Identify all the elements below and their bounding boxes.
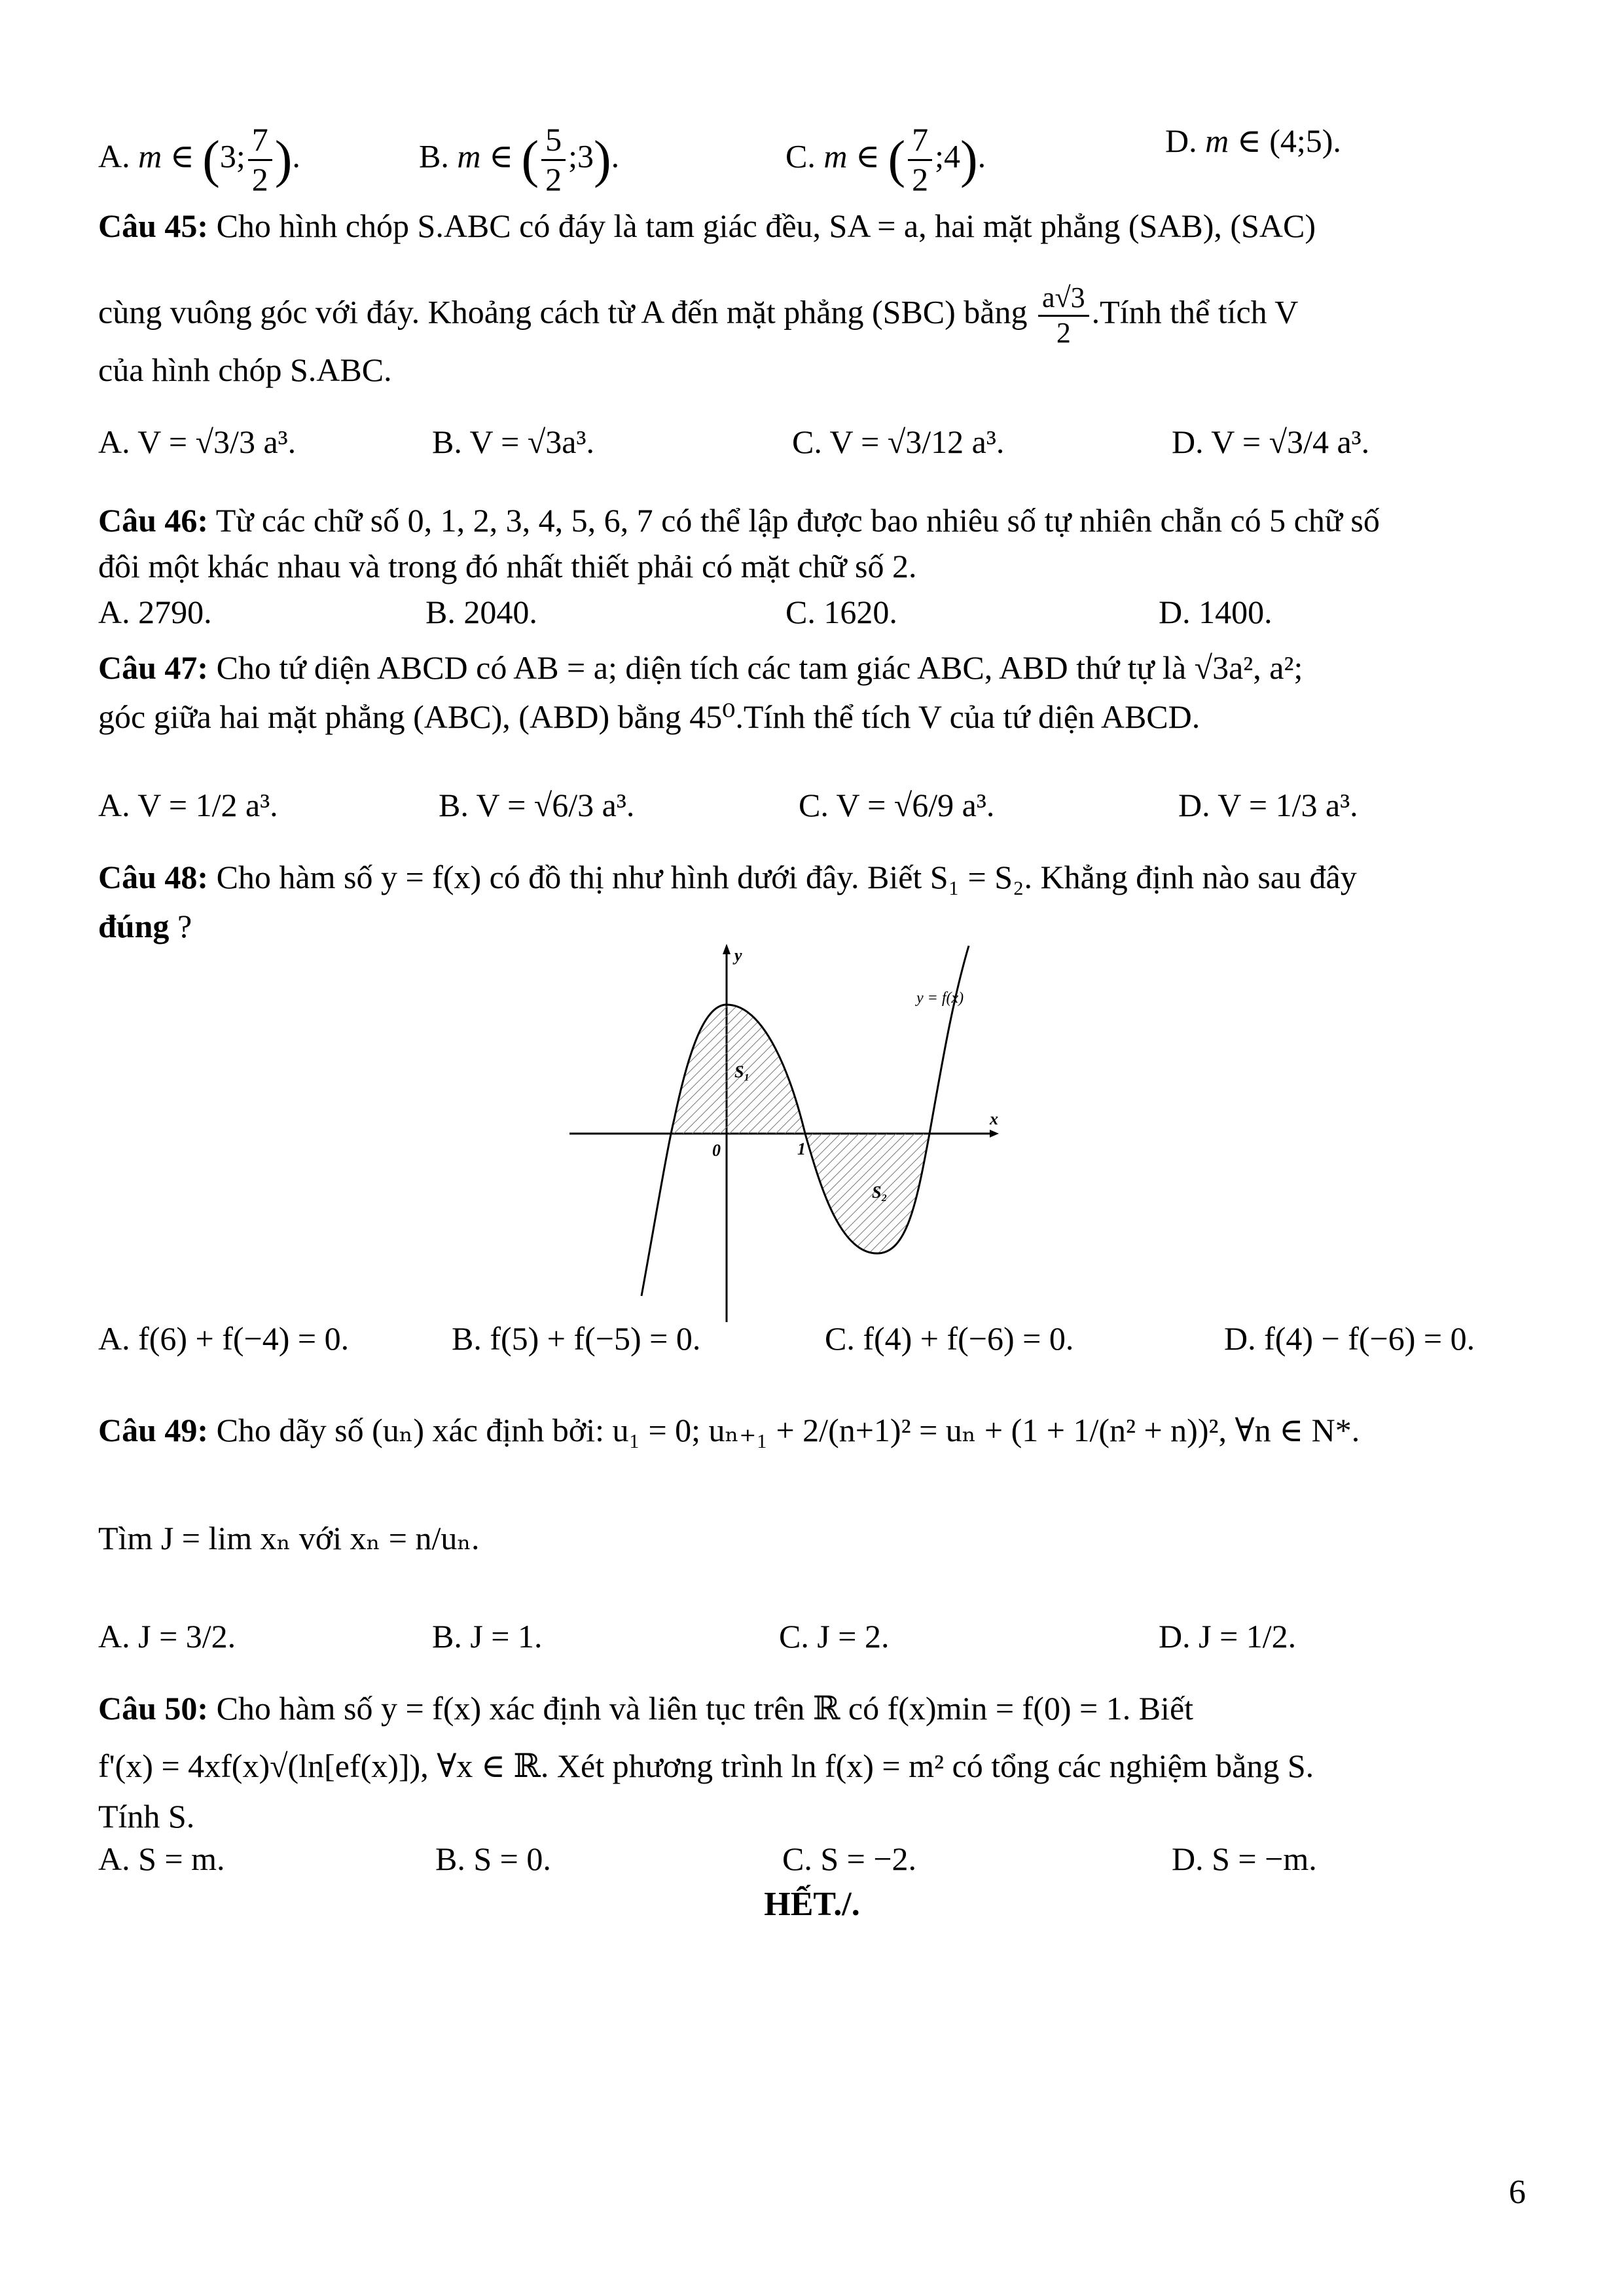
q50-option-d: D. S = −m. xyxy=(1172,1840,1317,1877)
q48-line1: Câu 48: Cho hàm số y = f(x) có đồ thị như hình dưới đây. Biết S₁ = S₂. Khẳng định nào sau đây xyxy=(98,859,1357,895)
q48-line2: đúng ? xyxy=(98,908,192,944)
q45-option-d: D. V = √3/4 a³. xyxy=(1172,423,1370,460)
tick-one-label: 1 xyxy=(797,1139,806,1158)
q45-line3: của hình chóp S.ABC. xyxy=(98,351,392,388)
q49-option-a: A. J = 3/2. xyxy=(98,1618,236,1655)
q50-line3: Tính S. xyxy=(98,1798,195,1835)
q45-option-c: C. V = √3/12 a³. xyxy=(792,423,1005,460)
s1-label: S₁ xyxy=(734,1062,750,1081)
top-option-c: C. m ∈ ( $\frac{7}{2}$ ;4). xyxy=(785,121,986,198)
q45-line1: Câu 45: Cho hình chóp S.ABC có đáy là tam giác đều, SA = a, hai mặt phẳng (SAB), (SAC) xyxy=(98,207,1316,244)
q47-option-c: C. V = √6/9 a³. xyxy=(799,787,995,823)
page-number: 6 xyxy=(1509,2174,1526,2211)
q50-head: Câu 50: xyxy=(98,1690,209,1727)
q47-line2: góc giữa hai mặt phẳng (ABC), (ABD) bằng 45⁰.Tính thể tích V của tứ diện ABCD. xyxy=(98,698,1200,735)
q49-line1: Câu 49: Cho dãy số (uₙ) xác định bởi: u₁ = 0; uₙ₊₁ + 2/(n+1)² = uₙ + (1 + 1/(n² + n))², ∀n ∈ N*. xyxy=(98,1412,1360,1448)
q46-line2: đôi một khác nhau và trong đó nhất thiết phải có mặt chữ số 2. xyxy=(98,548,917,584)
q47-option-b: B. V = √6/3 a³. xyxy=(439,787,635,823)
q46-head: Câu 46: xyxy=(98,502,209,539)
q50-line1: Câu 50: Cho hàm số y = f(x) xác định và liên tục trên ℝ có f(x)min = f(0) = 1. Biết xyxy=(98,1690,1194,1727)
q46-line1: Câu 46: Từ các chữ số 0, 1, 2, 3, 4, 5, 6, 7 có thể lập được bao nhiêu số tự nhiên chẵn có 5 chữ số xyxy=(98,502,1380,539)
q49-option-d: D. J = 1/2. xyxy=(1159,1618,1297,1655)
q48-option-d: D. f(4) − f(−6) = 0. xyxy=(1224,1320,1475,1357)
top-option-d: D. m ∈ (4;5). xyxy=(1165,122,1341,159)
q46-option-b: B. 2040. xyxy=(425,594,537,630)
x-axis-label: x xyxy=(990,1109,998,1128)
q45-option-a: A. V = √3/3 a³. xyxy=(98,423,297,460)
y-axis-arrow-icon xyxy=(723,944,731,954)
q45-line2: cùng vuông góc với đáy. Khoảng cách từ A đến mặt phẳng (SBC) bằng $\frac{a√3}{2}$ .Tính thể tích V xyxy=(98,281,1299,349)
q50-option-b: B. S = 0. xyxy=(435,1840,551,1877)
q48-head: Câu 48: xyxy=(98,859,209,895)
end-marker: HẾT./. xyxy=(764,1886,860,1923)
curve-label: y = f(x) xyxy=(916,990,964,1007)
top-option-a: A. m ∈ (3; $\frac{7}{2}$ ). xyxy=(98,121,300,198)
x-axis-arrow-icon xyxy=(990,1130,999,1138)
q49-head: Câu 49: xyxy=(98,1412,209,1448)
top-option-b: B. m ∈ ( $\frac{5}{2}$ ;3). xyxy=(419,121,620,198)
q47-option-a: A. V = 1/2 a³. xyxy=(98,787,278,823)
q46-option-a: A. 2790. xyxy=(98,594,212,630)
q47-option-d: D. V = 1/3 a³. xyxy=(1178,787,1358,823)
q46-option-c: C. 1620. xyxy=(785,594,897,630)
q45-head: Câu 45: xyxy=(98,207,209,244)
q48-option-a: A. f(6) + f(−4) = 0. xyxy=(98,1320,350,1357)
q48-option-c: C. f(4) + f(−6) = 0. xyxy=(825,1320,1074,1357)
q47-line1: Câu 47: Cho tứ diện ABCD có AB = a; diện tích các tam giác ABC, ABD thứ tự là √3a², a²; xyxy=(98,649,1303,686)
q46-option-d: D. 1400. xyxy=(1159,594,1272,630)
y-axis-label: y xyxy=(734,946,742,965)
q49-option-b: B. J = 1. xyxy=(432,1618,543,1655)
q45-option-b: B. V = √3a³. xyxy=(432,423,594,460)
q50-option-c: C. S = −2. xyxy=(782,1840,917,1877)
q50-line2: f'(x) = 4xf(x)√(ln[ef(x)]), ∀x ∈ ℝ. Xét phương trình ln f(x) = m² có tổng các nghiệm bằng S. xyxy=(98,1748,1314,1784)
q47-head: Câu 47: xyxy=(98,649,209,686)
origin-label: 0 xyxy=(712,1141,721,1160)
q49-option-c: C. J = 2. xyxy=(779,1618,890,1655)
q50-option-a: A. S = m. xyxy=(98,1840,225,1877)
q49-line2: Tìm J = lim xₙ với xₙ = n/uₙ. xyxy=(98,1520,480,1556)
function-graph xyxy=(550,942,1021,1322)
q48-option-b: B. f(5) + f(−5) = 0. xyxy=(452,1320,701,1357)
s2-label: S₂ xyxy=(872,1183,888,1202)
